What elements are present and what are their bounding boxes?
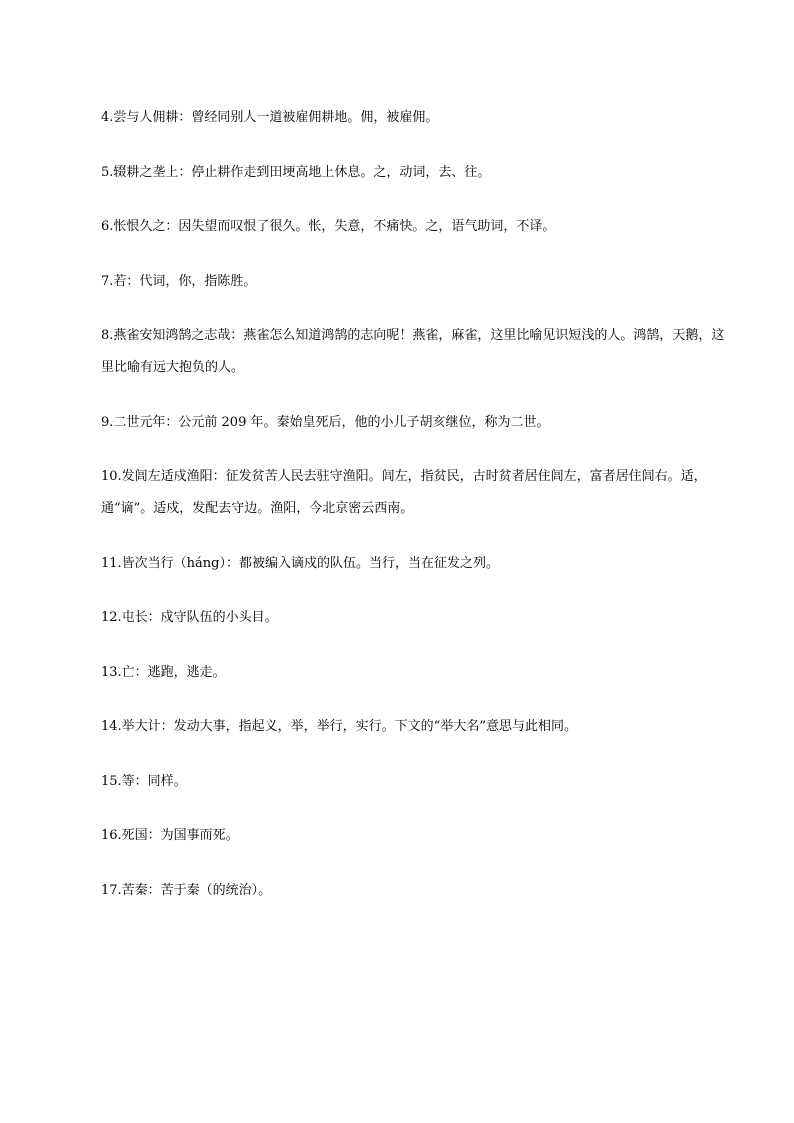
annotation-note-13: 13.亡：逃跑，逃走。 [101,664,226,680]
annotation-note-5: 5.辍耕之垄上：停止耕作走到田埂高地上休息。之，动词，去、往。 [101,164,491,180]
annotation-note-7: 7.若：代词，你，指陈胜。 [101,273,257,289]
annotation-note-12: 12.屯长：戍守队伍的小头目。 [101,610,278,625]
annotation-note-4: 4.尝与人佣耕：曾经同别人一道被雇佣耕地。佣，被雇佣。 [101,110,439,125]
annotation-note-6: 6.怅恨久之：因失望而叹恨了很久。怅，失意，不痛快。之，语气助词，不译。 [101,219,556,234]
annotation-note-15: 15.等：同样。 [101,773,187,789]
annotation-note-16: 16.死国：为国事而死。 [101,828,239,843]
annotation-note-8: 8.燕雀安知鸿鹄之志哉：燕雀怎么知道鸿鹄的志向呢！燕雀，麻雀，这里比喻见识短浅的人。鸿鹄，天鹅，这里比喻有远大抱负的人。 [101,328,725,375]
annotation-note-14: 14.举大计：发动大事，指起义，举，举行，实行。下文的“举大名”意思与此相同。 [101,719,577,734]
annotation-note-17: 17.苦秦：苦于秦（的统治）。 [101,882,272,898]
annotation-note-9: 9.二世元年：公元前 209 年。秦始皇死后，他的小儿子胡亥继位，称为二世。 [101,414,550,430]
annotation-list [101,102,726,929]
annotation-note-11: 11.皆次当行（háng）：都被编入谪戍的队伍。当行，当在征发之列。 [101,555,499,571]
annotation-note-10: 10.发闾左适戍渔阳：征发贫苦人民去驻守渔阳。闾左，指贫民，古时贫者居住闾左，富者居住闾右。适，通“谪”。适戍，发配去守边。渔阳，今北京密云西南。 [101,469,707,516]
